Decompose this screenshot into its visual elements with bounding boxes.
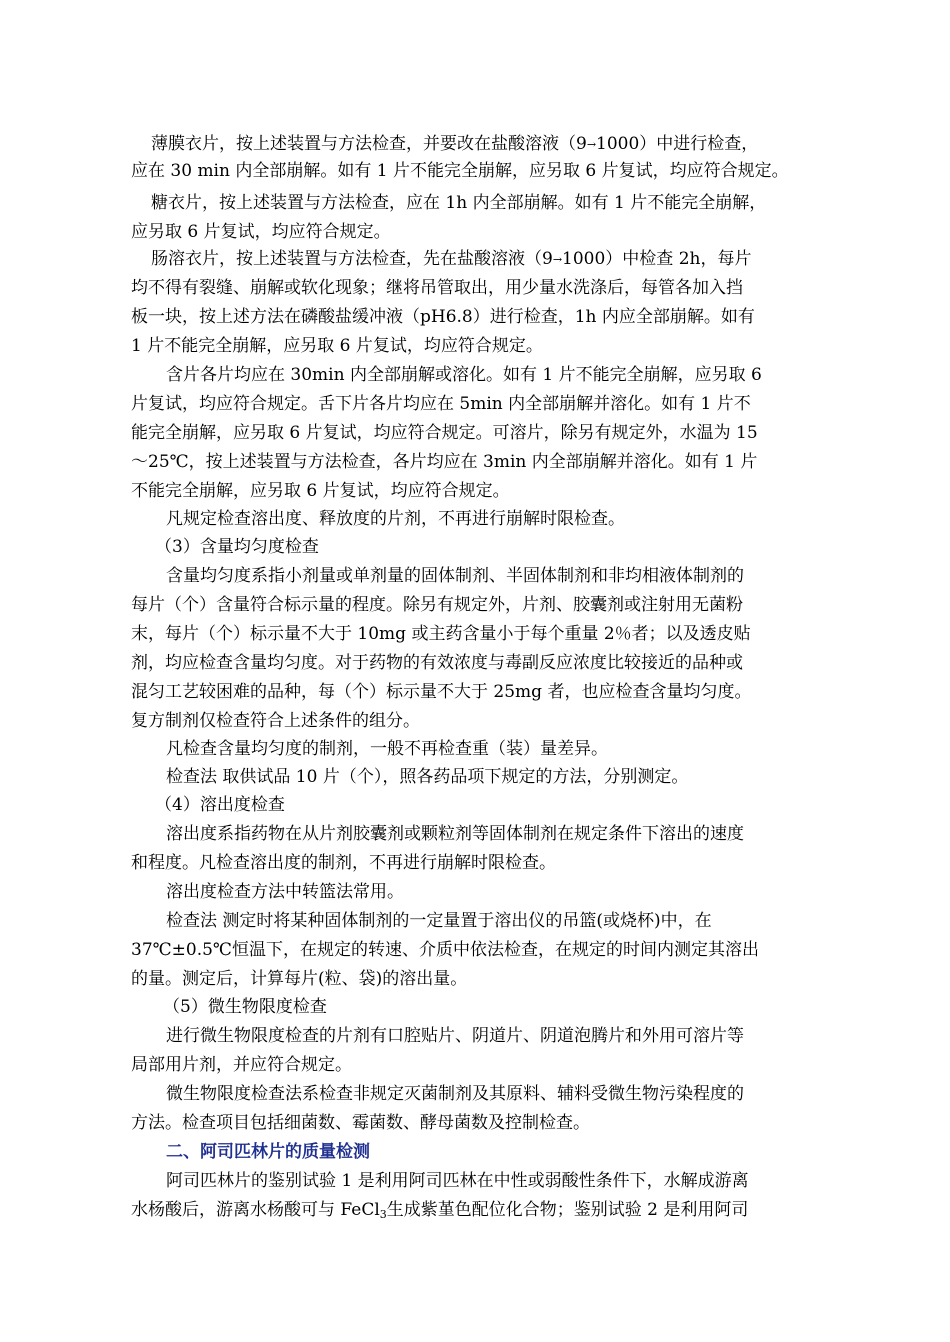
paragraph-aspirin-line-1: 阿司匹林片的鉴别试验 1 是利用阿司匹林在中性或弱酸性条件下，水解成游离 bbox=[166, 1171, 749, 1191]
paragraph-dissolution-line-2: 和程度。凡检查溶出度的制剂，不再进行崩解时限检查。 bbox=[131, 853, 556, 873]
section-heading-content-uniformity: （3）含量均匀度检查 bbox=[155, 537, 319, 557]
paragraph-enteric-line-1 bbox=[151, 249, 751, 270]
paragraph-buccal-line-3: 能完全崩解，应另取 6 片复试，均应符合规定。可溶片，除另有规定外，水温为 15 bbox=[131, 423, 758, 443]
text-run: 肠溶衣片，按上述装置与方法检查，先在盐酸溶液（9 bbox=[151, 249, 553, 269]
paragraph-uniformity-line-4: 剂，均应检查含量均匀度。对于药物的有效浓度与毒副反应浓度比较接近的品种或 bbox=[131, 653, 743, 673]
paragraph-dissolution-method-line-2: 37℃±0.5℃恒温下，在规定的转速、介质中依法检查，在规定的时间内测定其溶出 bbox=[131, 940, 759, 960]
paragraph-uniformity-note: 凡检查含量均匀度的制剂，一般不再检查重（装）量差异。 bbox=[166, 739, 608, 759]
paragraph-enteric-line-2: 均不得有裂缝、崩解或软化现象；继将吊管取出，用少量水洗涤后，每管各加入挡 bbox=[131, 278, 743, 298]
text-run: 薄膜衣片，按上述装置与方法检查，并要改在盐酸溶液（9 bbox=[151, 134, 587, 154]
arrow-symbol: → bbox=[552, 253, 563, 266]
paragraph-buccal-line-1: 含片各片均应在 30min 内全部崩解或溶化。如有 1 片不能完全崩解，应另取 6 bbox=[166, 365, 762, 385]
paragraph-film-coated-line-2: 应在 30 min 内全部崩解。如有 1 片不能完全崩解，应另取 6 片复试，均应符合规定。 bbox=[131, 161, 789, 181]
paragraph-buccal-line-4: ～25℃，按上述装置与方法检查，各片均应在 3min 内全部崩解并溶化。如有 1 片 bbox=[131, 452, 758, 472]
paragraph-microbial-line-1: 进行微生物限度检查的片剂有口腔贴片、阴道片、阴道泡腾片和外用可溶片等 bbox=[166, 1026, 744, 1046]
paragraph-enteric-line-3: 板一块，按上述方法在磷酸盐缓冲液（pH6.8）进行检查，1h 内应全部崩解。如有 bbox=[131, 307, 755, 327]
section-heading-microbial: （5）微生物限度检查 bbox=[163, 997, 327, 1017]
paragraph-dissolution-note: 凡规定检查溶出度、释放度的片剂，不再进行崩解时限检查。 bbox=[166, 509, 625, 529]
paragraph-microbial-method-line-2: 方法。检查项目包括细菌数、霉菌数、酵母菌数及控制检查。 bbox=[131, 1113, 590, 1133]
subscript: 3 bbox=[379, 1208, 387, 1221]
paragraph-dissolution-basket: 溶出度检查方法中转篮法常用。 bbox=[166, 882, 404, 902]
text-run: 1000）中进行检查， bbox=[596, 134, 759, 154]
paragraph-buccal-line-5: 不能完全崩解，应另取 6 片复试，均应符合规定。 bbox=[131, 481, 510, 501]
paragraph-uniformity-line-3: 末，每片（个）标示量不大于 10mg 或主药含量小于每个重量 2％者；以及透皮贴 bbox=[131, 624, 751, 644]
paragraph-dissolution-method-line-1: 检查法 测定时将某种固体制剂的一定量置于溶出仪的吊篮(或烧杯)中，在 bbox=[166, 911, 712, 931]
paragraph-buccal-line-2: 片复试，均应符合规定。舌下片各片均应在 5min 内全部崩解并溶化。如有 1 片不 bbox=[131, 394, 751, 414]
text-run: 生成紫堇色配位化合物；鉴别试验 2 是利用阿司 bbox=[386, 1200, 749, 1220]
paragraph-enteric-line-4: 1 片不能完全崩解，应另取 6 片复试，均应符合规定。 bbox=[131, 336, 543, 356]
text-run: 1000）中检查 2h，每片 bbox=[562, 249, 752, 269]
text-run: 水杨酸后，游离水杨酸可与 FeCl bbox=[131, 1200, 380, 1220]
paragraph-sugar-coated-line-1: 糖衣片，按上述装置与方法检查，应在 1h 内全部崩解。如有 1 片不能完全崩解， bbox=[151, 193, 767, 213]
paragraph-microbial-method-line-1: 微生物限度检查法系检查非规定灭菌制剂及其原料、辅料受微生物污染程度的 bbox=[166, 1084, 744, 1104]
arrow-symbol: → bbox=[586, 138, 597, 151]
paragraph-uniformity-line-1: 含量均匀度系指小剂量或单剂量的固体制剂、半固体制剂和非均相液体制剂的 bbox=[166, 566, 744, 586]
paragraph-dissolution-line-1: 溶出度系指药物在从片剂胶囊剂或颗粒剂等固体制剂在规定条件下溶出的速度 bbox=[166, 824, 744, 844]
paragraph-film-coated-line-1 bbox=[151, 134, 758, 155]
section-heading-dissolution: （4）溶出度检查 bbox=[155, 795, 285, 815]
paragraph-aspirin-line-2 bbox=[131, 1200, 748, 1225]
paragraph-sugar-coated-line-2: 应另取 6 片复试，均应符合规定。 bbox=[131, 222, 391, 242]
paragraph-microbial-line-2: 局部用片剂，并应符合规定。 bbox=[131, 1055, 352, 1075]
chapter-heading-aspirin: 二、阿司匹林片的质量检测 bbox=[166, 1142, 370, 1162]
paragraph-uniformity-line-5: 混匀工艺较困难的品种，每（个）标示量不大于 25mg 者，也应检查含量均匀度。 bbox=[131, 682, 752, 702]
paragraph-uniformity-line-6: 复方制剂仅检查符合上述条件的组分。 bbox=[131, 711, 420, 731]
paragraph-uniformity-line-2: 每片（个）含量符合标示量的程度。除另有规定外，片剂、胶囊剂或注射用无菌粉 bbox=[131, 595, 743, 615]
paragraph-dissolution-method-line-3: 的量。测定后，计算每片(粒、袋)的溶出量。 bbox=[131, 969, 468, 989]
paragraph-uniformity-method: 检查法 取供试品 10 片（个），照各药品项下规定的方法，分别测定。 bbox=[166, 767, 689, 787]
